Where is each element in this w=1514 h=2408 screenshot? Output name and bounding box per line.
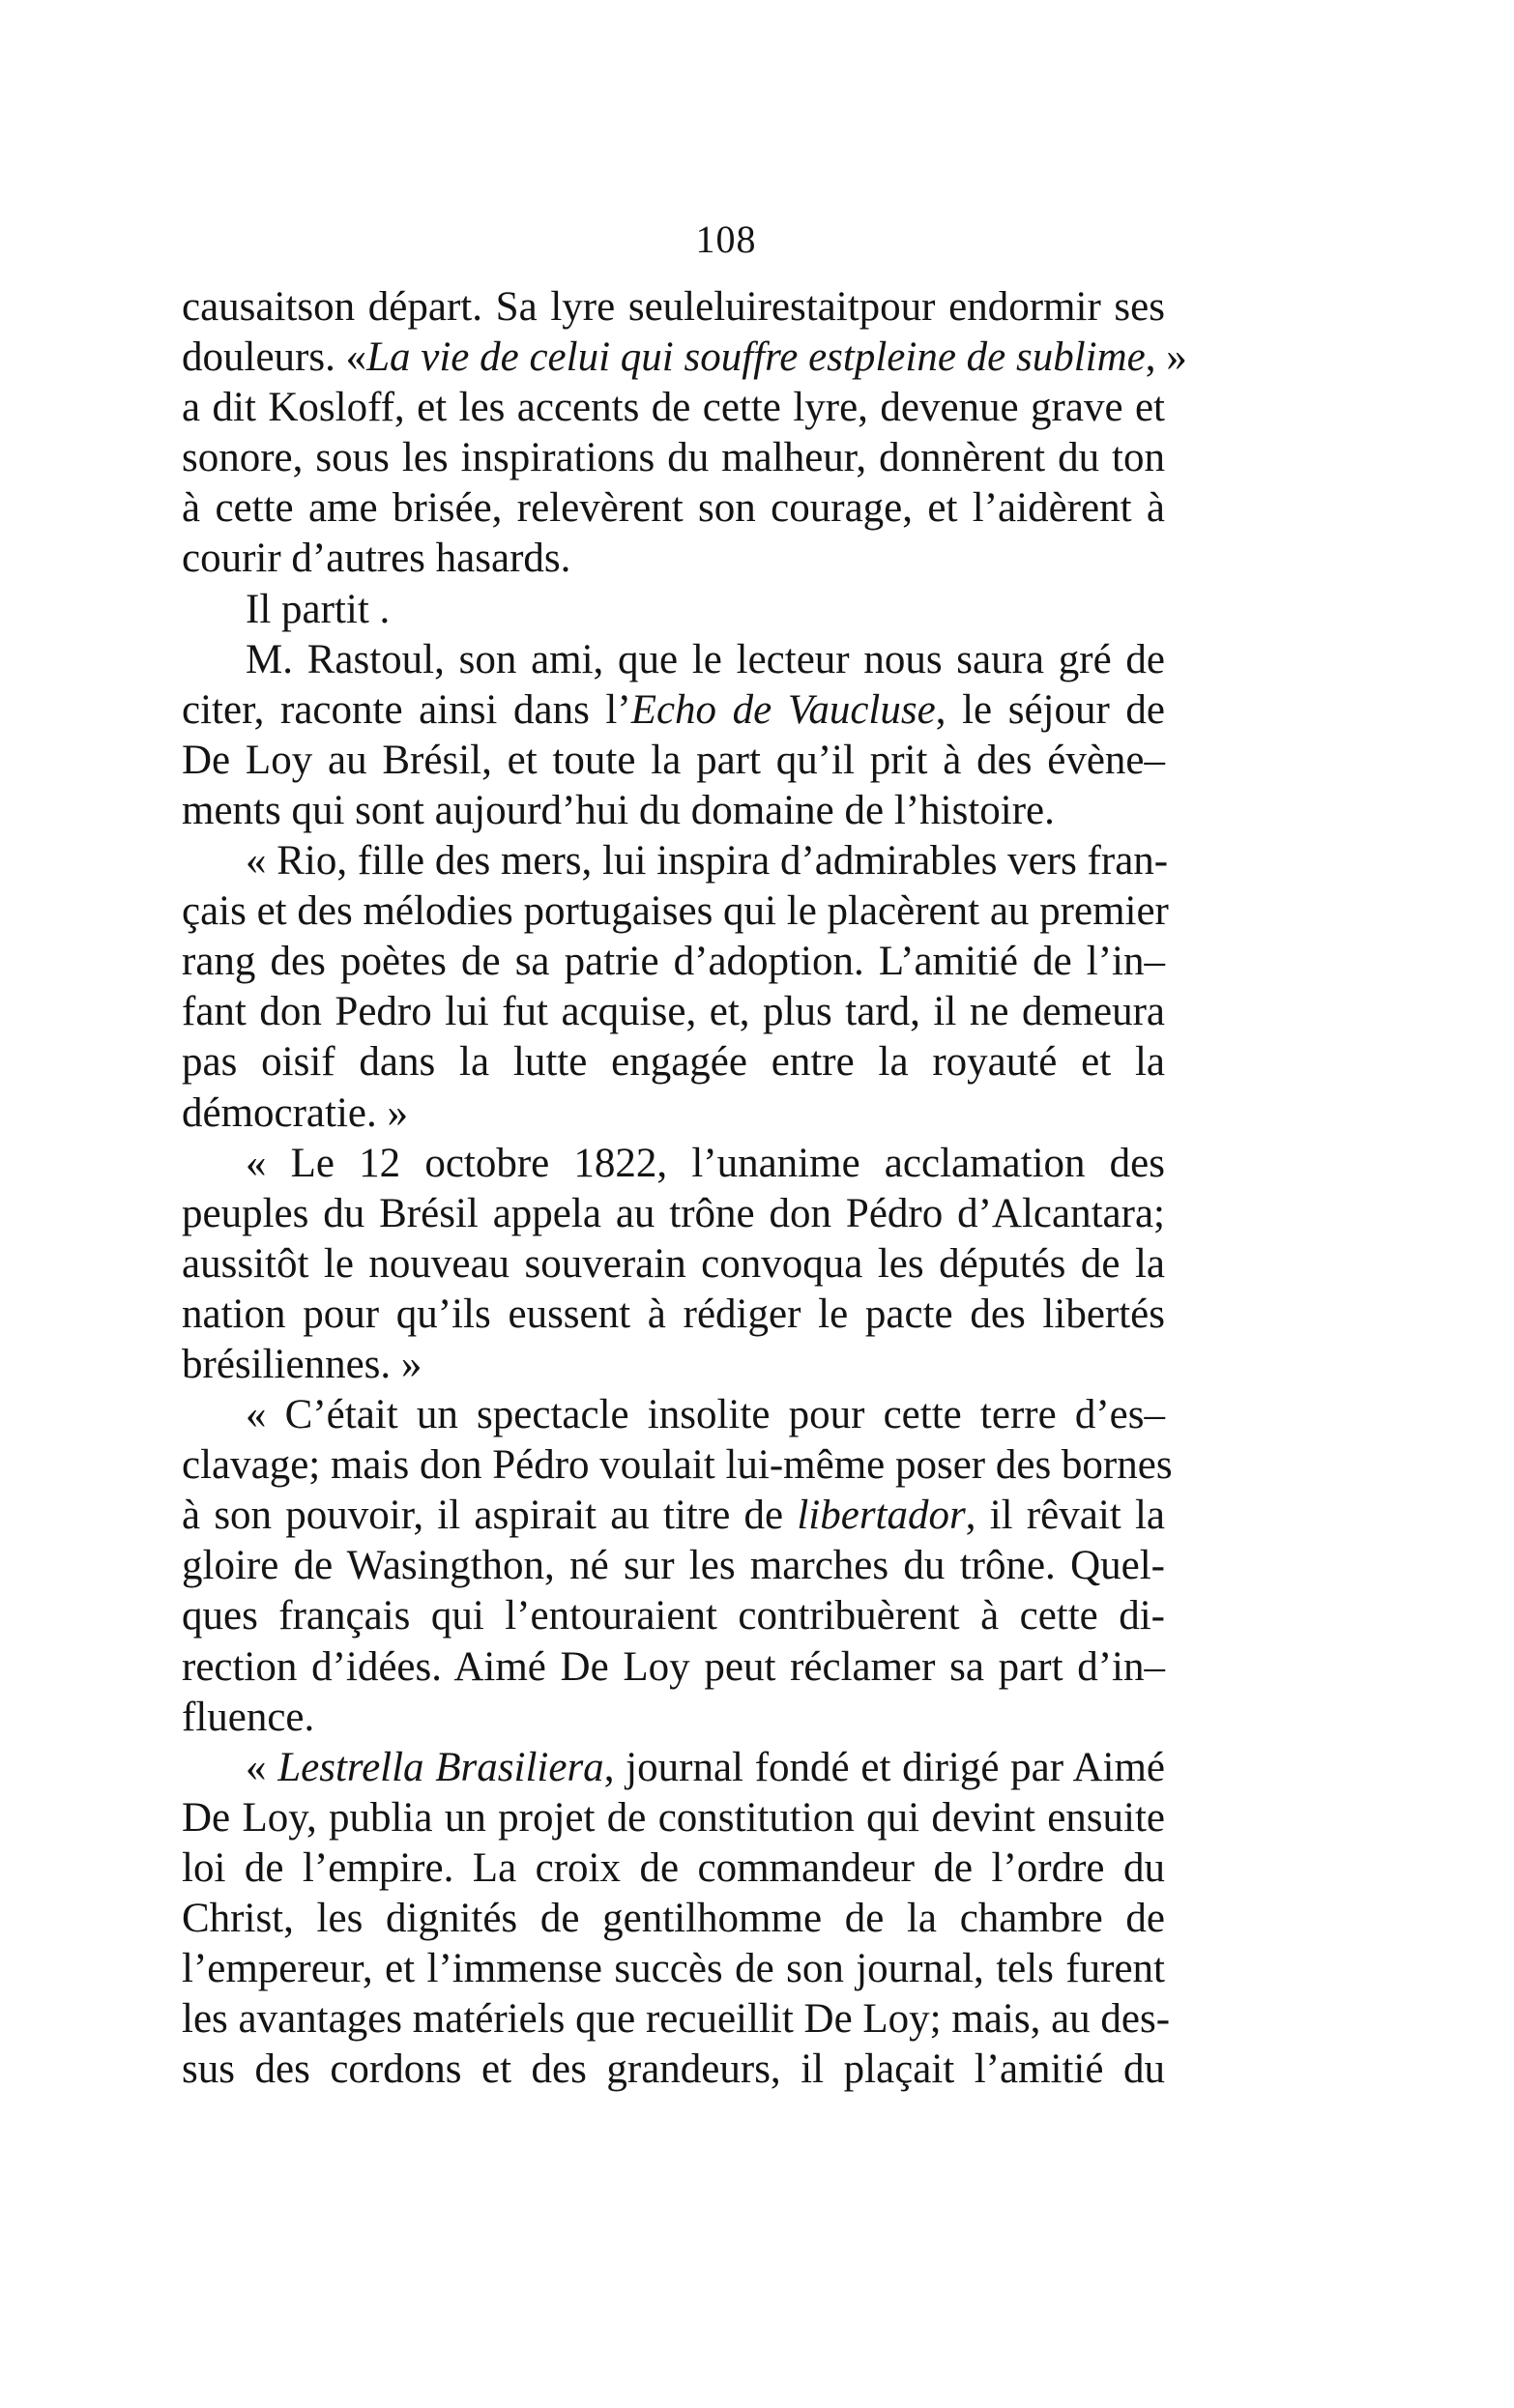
text-line [182, 534, 1165, 584]
text-segment: peuples du Brésil appela au trône don Pédro d’Alcantara; [182, 1190, 1165, 1236]
text-line [182, 1642, 1165, 1693]
text-line [182, 1390, 1165, 1440]
text-line [182, 2045, 1165, 2095]
text-segment: causaitson départ. Sa lyre seuleluirestaitpour endormir ses [182, 284, 1165, 330]
text-segment: clavage; mais don Pédro voulait lui-même poser des bornes [182, 1442, 1173, 1489]
text-segment: « Rio, fille des mers, lui inspira d’admirables vers fran- [246, 838, 1169, 885]
italic-text: libertador [797, 1493, 966, 1539]
text-segment: brésiliennes. » [182, 1341, 422, 1387]
text-segment: De Loy au Brésil, et toute la part qu’il prit à des évène– [182, 737, 1165, 783]
text-line [182, 635, 1165, 685]
text-line [182, 483, 1165, 534]
text-segment: démocratie. » [182, 1089, 409, 1136]
text-segment: « C’était un spectacle insolite pour cette terre d’es– [246, 1392, 1165, 1438]
text-line [182, 1088, 1165, 1139]
paragraph [182, 1390, 1173, 1743]
text-segment: Il partit . [246, 586, 391, 632]
text-segment: fluence. [182, 1694, 315, 1740]
text-line [182, 736, 1165, 786]
text-segment: aussitôt le nouveau souverain convoqua les députés de la [182, 1240, 1165, 1287]
text-segment: les avantages matériels que recueillit De Loy; mais, au des- [182, 1996, 1171, 2043]
text-line [182, 937, 1165, 987]
text-segment: , il rêvait la [965, 1493, 1165, 1539]
text-line [182, 433, 1165, 483]
text-segment: « Le 12 octobre 1822, l’unanime acclamation des [246, 1140, 1165, 1186]
text-line [182, 282, 1165, 333]
text-segment: « [246, 1744, 278, 1790]
text-segment: nation pour qu’ils eussent à rédiger le pacte des libertés [182, 1291, 1165, 1337]
text-segment: fant don Pedro lui fut acquise, et, plus tard, il ne demeura [182, 989, 1165, 1035]
text-line [182, 585, 1165, 635]
text-line [182, 1491, 1165, 1541]
paragraph [182, 585, 1165, 635]
paragraph [182, 635, 1165, 836]
text-line [182, 1440, 1173, 1491]
text-line [182, 1894, 1165, 1944]
text-line [182, 1944, 1165, 1994]
text-line [182, 1139, 1165, 1189]
text-segment: douleurs. « [182, 334, 367, 381]
text-line [182, 1793, 1165, 1843]
text-segment: çais et des mélodies portugaises qui le placèrent au premier [182, 888, 1169, 935]
italic-text: Lestrella Brasiliera [277, 1744, 604, 1790]
paragraph [182, 836, 1169, 1139]
text-line [182, 1843, 1165, 1894]
text-segment: ques français qui l’entouraient contribuèrent à cette di- [182, 1593, 1165, 1639]
text-segment: sus des cordons et des grandeurs, il plaçait l’amitié du [182, 2046, 1165, 2093]
text-line [182, 836, 1169, 886]
text-line [182, 1994, 1171, 2045]
text-line [182, 987, 1165, 1037]
text-line [182, 886, 1169, 937]
text-line [182, 1340, 1165, 1390]
text-segment: gloire de Wasingthon, né sur les marches du trône. Quel- [182, 1543, 1165, 1589]
text-segment: sonore, sous les inspirations du malheur, donnèrent du ton [182, 435, 1165, 481]
text-segment: à cette ame brisée, relevèrent son courage, et l’aidèrent à [182, 485, 1165, 532]
text-line [182, 1541, 1165, 1591]
text-segment: rang des poètes de sa patrie d’adoption. L’amitié de l’in– [182, 939, 1165, 985]
text-line [182, 685, 1165, 736]
text-line [182, 1290, 1165, 1340]
text-line [182, 1189, 1165, 1239]
paragraph [182, 1743, 1171, 2096]
text-segment: , le séjour de [935, 686, 1165, 733]
text-segment: ments qui sont aujourd’hui du domaine de l’histoire. [182, 787, 1055, 833]
body-text [182, 282, 1187, 2095]
text-segment: rection d’idées. Aimé De Loy peut réclamer sa part d’in– [182, 1643, 1165, 1690]
text-line [182, 383, 1165, 433]
text-segment: loi de l’empire. La croix de commandeur de l’ordre du [182, 1844, 1165, 1891]
text-line [182, 1591, 1165, 1641]
page-number: 108 [695, 218, 757, 261]
italic-text: La vie de celui qui souffre estpleine de sublime [366, 334, 1146, 381]
text-segment: pas oisif dans la lutte engagée entre la royauté et la [182, 1039, 1165, 1086]
text-line [182, 1693, 1165, 1743]
paragraph [182, 1139, 1165, 1390]
text-line [182, 1743, 1165, 1793]
text-line [182, 1037, 1165, 1088]
text-line [182, 333, 1187, 383]
text-segment: courir d’autres hasards. [182, 536, 571, 582]
paragraph [182, 282, 1187, 585]
italic-text: Echo de Vaucluse [630, 686, 936, 733]
text-segment: , journal fondé et dirigé par Aimé [603, 1744, 1165, 1790]
text-segment: a dit Kosloff, et les accents de cette lyre, devenue grave et [182, 385, 1165, 431]
text-line [182, 786, 1165, 836]
text-segment: M. Rastoul, son ami, que le lecteur nous saura gré de [246, 636, 1165, 682]
text-segment: De Loy, publia un projet de constitution qui devint ensuite [182, 1794, 1165, 1841]
text-line [182, 1239, 1165, 1290]
text-segment: Christ, les dignités de gentilhomme de la chambre de [182, 1896, 1165, 1941]
text-segment: à son pouvoir, il aspirait au titre de [182, 1493, 798, 1539]
text-segment: citer, raconte ainsi dans l’ [182, 686, 631, 733]
text-segment: , » [1145, 334, 1187, 381]
text-segment: l’empereur, et l’immense succès de son journal, tels furent [182, 1946, 1165, 1992]
